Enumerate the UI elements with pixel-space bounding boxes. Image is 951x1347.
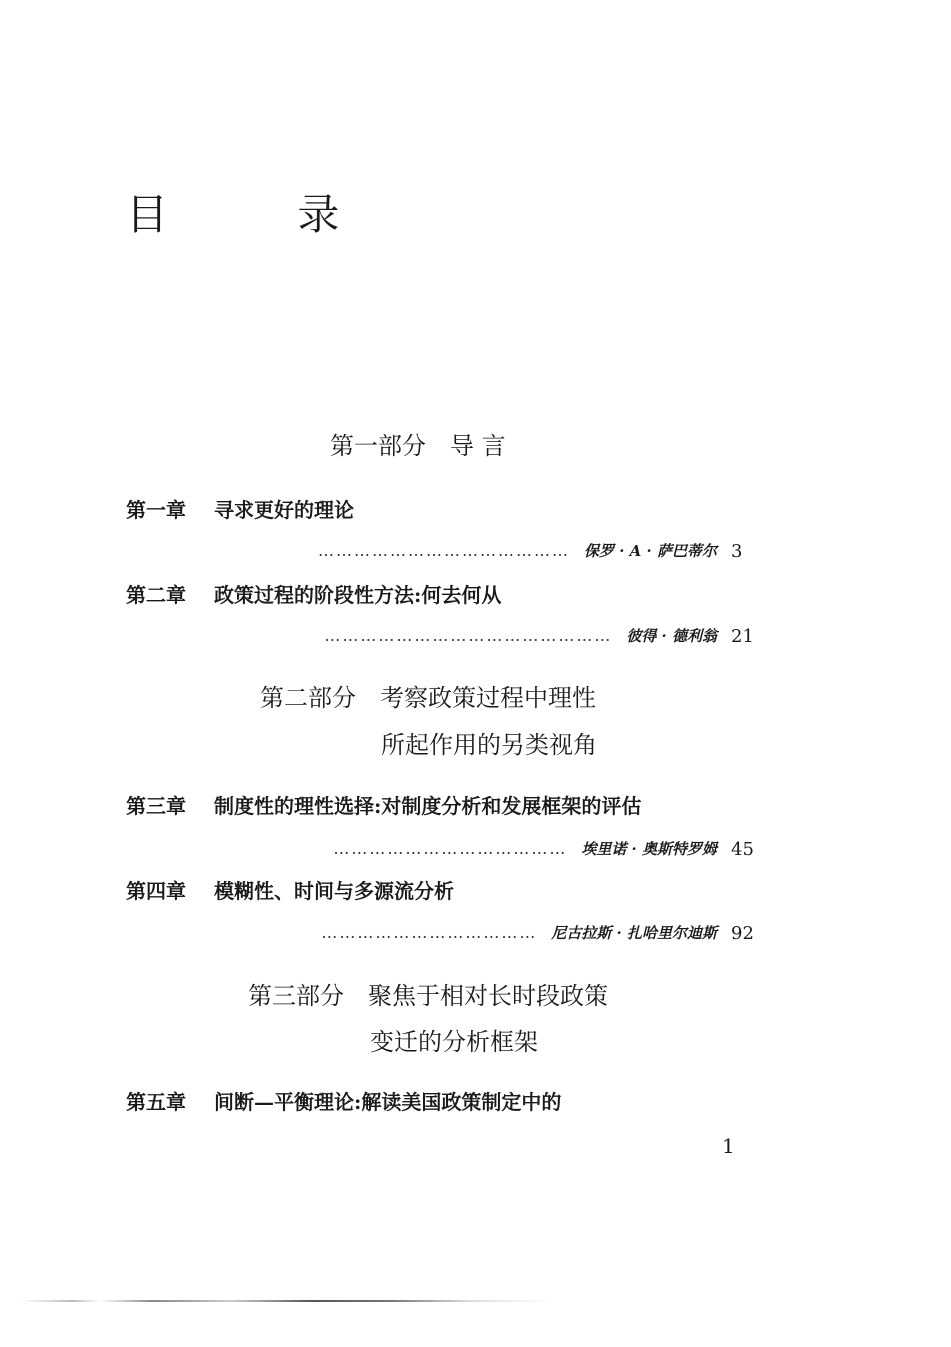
dot-leader: ……………………………… xyxy=(321,923,538,942)
part-heading-2-line2: 所起作用的另类视角 xyxy=(381,731,597,759)
chapter-number: 第一章 xyxy=(126,498,186,522)
chapter-page: 92 xyxy=(731,923,754,944)
chapter-entry-5 xyxy=(126,1092,561,1112)
part-number: 第二部分 xyxy=(260,684,356,712)
dot-leader: ………………………………… xyxy=(333,839,568,858)
part-number: 第一部分 xyxy=(330,432,426,460)
chapter-number: 第四章 xyxy=(126,879,186,903)
chapter-title: 寻求更好的理论 xyxy=(214,498,354,522)
part-heading-2 xyxy=(260,686,596,710)
chapter-title: 政策过程的阶段性方法:何去何从 xyxy=(214,583,502,607)
chapter-entry-4 xyxy=(126,881,454,901)
chapter-title: 间断—平衡理论:解读美国政策制定中的 xyxy=(214,1090,562,1114)
part-title: 聚焦于相对长时段政策 xyxy=(368,982,608,1010)
chapter-author: 保罗 · A · 萨巴蒂尔 xyxy=(584,542,717,560)
part-heading-3-line2: 变迁的分析框架 xyxy=(370,1028,538,1056)
chapter-entry-3 xyxy=(126,796,641,816)
dot-leader: …………………………………… xyxy=(318,541,571,560)
chapter-title: 模糊性、时间与多源流分析 xyxy=(214,879,454,903)
page-title: 目 录 xyxy=(126,190,398,240)
chapter-entry-1 xyxy=(126,500,354,520)
chapter-number: 第二章 xyxy=(126,583,186,607)
chapter-author-line-2 xyxy=(324,626,754,647)
chapter-page: 21 xyxy=(731,626,754,647)
part-number: 第三部分 xyxy=(248,982,344,1010)
page-number: 1 xyxy=(722,1134,735,1158)
chapter-page: 3 xyxy=(731,541,743,562)
chapter-number: 第三章 xyxy=(126,794,186,818)
chapter-entry-2 xyxy=(126,585,501,605)
chapter-author: 彼得 · 德利翁 xyxy=(626,627,717,645)
chapter-number: 第五章 xyxy=(126,1090,186,1114)
scan-edge-line xyxy=(20,1300,550,1302)
part-title: 导 言 xyxy=(450,432,506,460)
part-title: 考察政策过程中理性 xyxy=(380,684,596,712)
chapter-author: 尼古拉斯 · 扎哈里尔迪斯 xyxy=(551,924,717,942)
chapter-page: 45 xyxy=(731,839,754,860)
chapter-author-line-4 xyxy=(321,923,754,944)
part-heading-3 xyxy=(248,984,608,1008)
chapter-author-line-1 xyxy=(318,541,743,562)
chapter-title: 制度性的理性选择:对制度分析和发展框架的评估 xyxy=(214,794,642,818)
chapter-author-line-3 xyxy=(333,839,754,860)
part-heading-1 xyxy=(330,434,506,458)
chapter-author: 埃里诺 · 奥斯特罗姆 xyxy=(581,840,717,858)
dot-leader: ………………………………………… xyxy=(324,626,613,645)
